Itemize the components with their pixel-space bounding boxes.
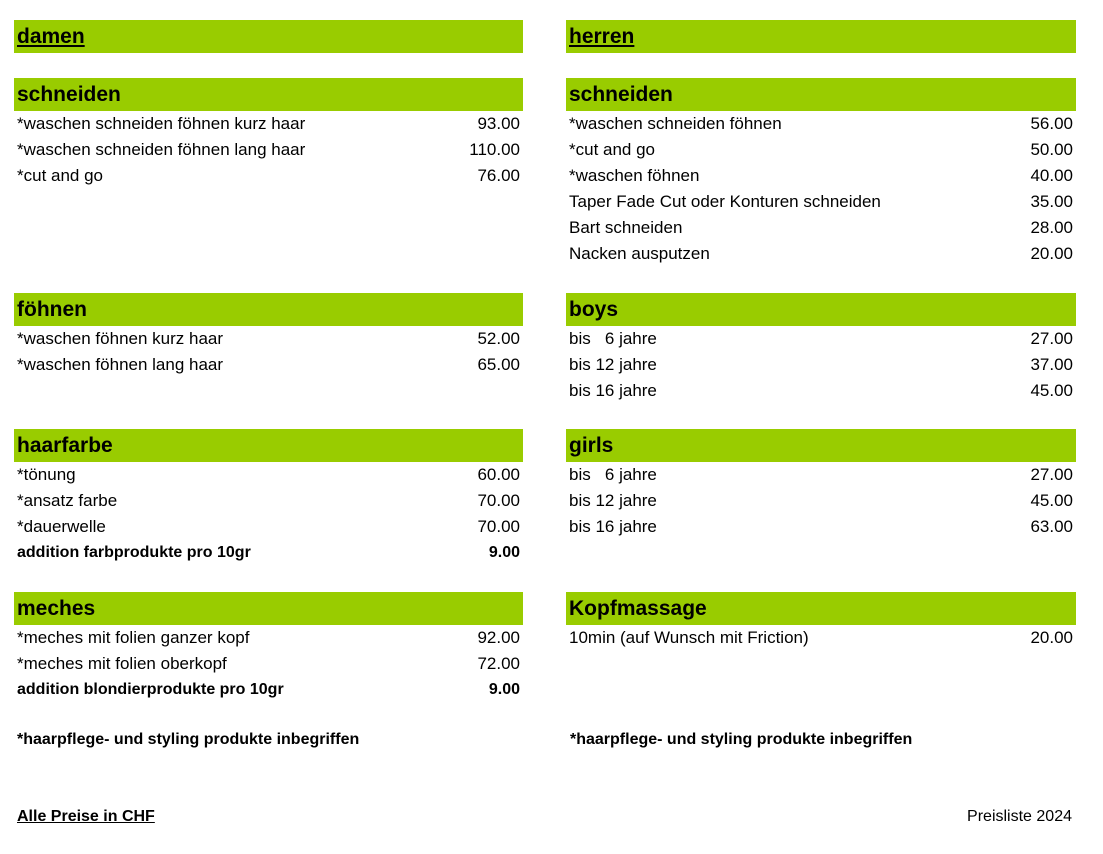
item-price: 20.00 [1030,244,1073,263]
section-title: haarfarbe [14,429,523,462]
item-price: 52.00 [477,329,520,348]
price-row [14,625,523,651]
item-label: *dauerwelle [17,517,106,536]
item-price: 9.00 [488,681,520,698]
item-price: 50.00 [1030,140,1073,159]
item-price: 70.00 [477,491,520,510]
item-label: bis 16 jahre [569,381,657,400]
item-label: *waschen schneiden föhnen [569,114,782,133]
item-label: *cut and go [17,166,104,185]
item-label: *cut and go [569,140,656,159]
price-row [14,137,523,163]
item-price: 45.00 [1030,381,1073,400]
price-row [14,111,523,137]
price-row [566,352,1076,378]
item-price: 110.00 [469,140,520,159]
damen-column [14,20,523,748]
item-label: bis 6 jahre [569,329,657,348]
item-price: 45.00 [1030,491,1073,510]
price-row [14,677,523,703]
section-title: Kopfmassage [566,592,1076,625]
section-title: meches [14,592,523,625]
price-row [566,215,1076,241]
price-row [566,514,1076,540]
item-label: Nacken ausputzen [569,244,710,263]
section-title: boys [566,293,1076,326]
item-price: 56.00 [1030,114,1073,133]
price-row [14,651,523,677]
herren-girls-section [566,429,1076,540]
price-row [566,241,1076,267]
item-label: addition farbprodukte pro 10gr [17,544,251,561]
item-label: *ansatz farbe [17,491,118,510]
item-price: 40.00 [1030,166,1073,185]
damen-meches-section [14,592,523,703]
item-label: *waschen föhnen kurz haar [17,329,224,348]
section-title: schneiden [14,78,523,111]
herren-kopfmassage-section [566,592,1076,651]
item-price: 72.00 [477,654,520,673]
price-row [14,163,523,189]
section-title: schneiden [566,78,1076,111]
herren-note: *haarpflege- und styling produkte inbegriffen [570,731,913,748]
item-label: *waschen föhnen [569,166,700,185]
price-row [566,625,1076,651]
price-row [14,326,523,352]
item-label: Taper Fade Cut oder Konturen schneiden [569,192,881,211]
herren-schneiden-section [566,78,1076,267]
damen-note: *haarpflege- und styling produkte inbegriffen [17,731,360,748]
price-list-year: Preisliste 2024 [967,808,1072,825]
damen-title: damen [17,25,85,48]
item-price: 28.00 [1030,218,1073,237]
item-label: bis 6 jahre [569,465,657,484]
price-row [14,462,523,488]
damen-schneiden-section [14,78,523,189]
price-row [566,137,1076,163]
item-label: 10min (auf Wunsch mit Friction) [569,628,809,647]
item-price: 93.00 [477,114,520,133]
item-price: 9.00 [488,544,520,561]
item-price: 92.00 [477,628,520,647]
item-label: *waschen föhnen lang haar [17,355,224,374]
item-price: 35.00 [1030,192,1073,211]
item-label: bis 12 jahre [569,491,657,510]
price-row [14,488,523,514]
item-label: *meches mit folien ganzer kopf [17,628,250,647]
herren-column [566,20,1076,748]
price-row [566,488,1076,514]
item-label: bis 12 jahre [569,355,657,374]
damen-haarfarbe-section [14,429,523,566]
damen-header [14,20,523,53]
item-price: 70.00 [477,517,520,536]
price-row [14,352,523,378]
currency-note: Alle Preise in CHF [17,808,155,825]
price-row [566,462,1076,488]
price-row [566,163,1076,189]
item-price: 60.00 [477,465,520,484]
item-price: 65.00 [477,355,520,374]
item-price: 20.00 [1030,628,1073,647]
price-row [566,111,1076,137]
item-label: Bart schneiden [569,218,683,237]
price-row [14,540,523,566]
item-label: *tönung [17,465,76,484]
item-label: *waschen schneiden föhnen lang haar [17,140,306,159]
price-row [566,378,1076,404]
item-label: bis 16 jahre [569,517,657,536]
item-price: 37.00 [1030,355,1073,374]
herren-boys-section [566,293,1076,404]
price-row [14,514,523,540]
price-row [566,189,1076,215]
section-title: föhnen [14,293,523,326]
item-price: 27.00 [1030,329,1073,348]
section-title: girls [566,429,1076,462]
item-price: 63.00 [1030,517,1073,536]
item-label: addition blondierprodukte pro 10gr [17,681,284,698]
price-row [566,326,1076,352]
herren-title: herren [569,25,635,48]
herren-header [566,20,1076,53]
item-price: 27.00 [1030,465,1073,484]
damen-foehnen-section [14,293,523,378]
item-label: *meches mit folien oberkopf [17,654,227,673]
item-price: 76.00 [477,166,520,185]
item-label: *waschen schneiden föhnen kurz haar [17,114,306,133]
